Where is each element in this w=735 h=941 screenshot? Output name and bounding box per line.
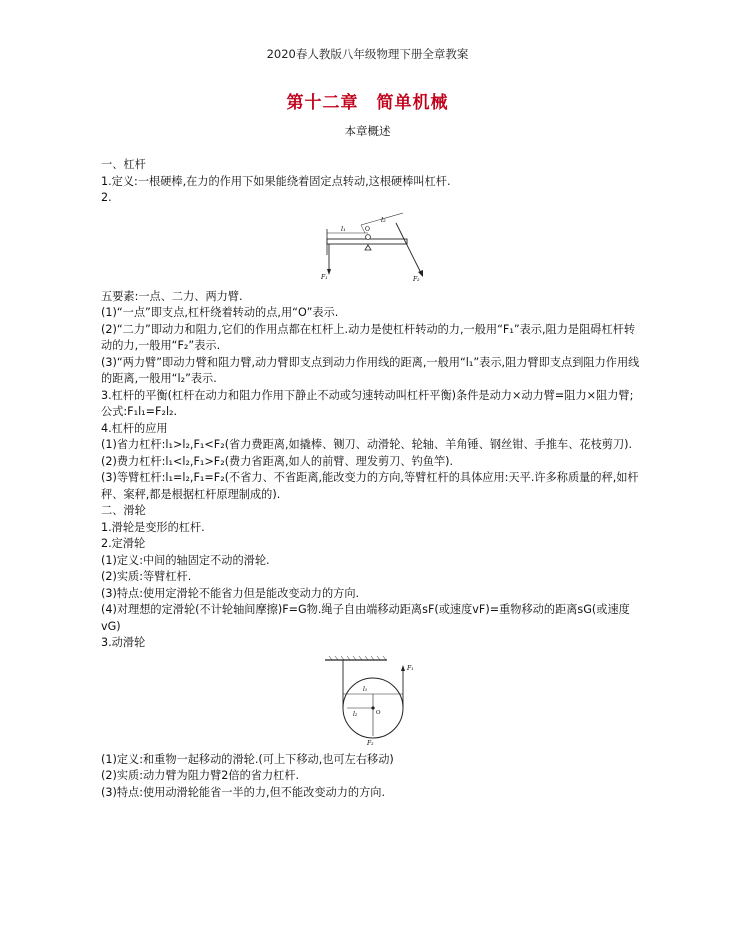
f2-label: F₂: [367, 739, 374, 746]
l2-label: l₂: [353, 710, 358, 718]
paragraph: 4.杠杆的应用: [101, 421, 168, 435]
paragraph: (1)定义:和重物一起移动的滑轮.(可上下移动,也可左右移动): [101, 752, 394, 766]
document-body: [101, 157, 641, 801]
paragraph: (2)“二力”即动力和阻力,它们的作用点都在杠杆上.动力是使杠杆转动的力,一般用“F₁”表示,阻力是阻碍杠杆转动的力,一般用“F₂”表示.: [101, 322, 636, 352]
chapter-subtitle: 本章概述: [344, 124, 391, 138]
paragraph: (4)对理想的定滑轮(不计轮轴间摩擦)F=G物.绳子自由端移动距离sF(或速度vF)=重物移动的距离sG(或速度vG): [101, 603, 630, 633]
paragraph: (2)费力杠杆:l₁<l₂,F₁>F₂(费力省距离,如人的前臂、理发剪刀、钓鱼竿).: [101, 454, 454, 468]
f2-label: F₂: [413, 275, 420, 283]
l1-label: l₁: [363, 685, 368, 693]
paragraph: 1.定义:一根硬棒,在力的作用下如果能绕着固定点转动,这根硬棒叫杠杆.: [101, 174, 451, 188]
paragraph: (2)实质:等臂杠杆.: [101, 570, 192, 583]
paragraph: (1)定义:中间的轴固定不动的滑轮.: [101, 553, 270, 567]
pivot-label: O: [376, 709, 381, 716]
page-header: 2020春人教版八年级物理下册全章教案: [266, 47, 469, 61]
paragraph: (3)等臂杠杆:l₁=l₂,F₁=F₂(不省力、不省距离,能改变力的方向,等臂杠杆的具体应用:天平.许多称质量的秤,如杆秤、案秤,都是根据杠杆原理制成的).: [101, 471, 639, 501]
lever-diagram: [321, 209, 441, 283]
chapter-title: 第十二章 简单机械: [286, 93, 449, 113]
section-heading-lever: 一、杠杆: [101, 158, 146, 171]
paragraph: 3.杠杆的平衡(杠杆在动力和阻力作用下静止不动或匀速转动叫杠杆平衡)条件是动力×动力臂=阻力×阻力臂;公式:F₁l₁=F₂l₂.: [101, 388, 634, 418]
paragraph: 3.动滑轮: [101, 636, 146, 649]
paragraph: (1)“一点”即支点,杠杆绕着转动的点,用“O”表示.: [101, 306, 339, 319]
l1-label: l₁: [341, 224, 346, 233]
paragraph: (3)“两力臂”即动力臂和阻力臂,动力臂即支点到动力作用线的距离,一般用“l₁”表示,阻力臂即支点到阻力作用线的距离,一般用“l₂”表示.: [101, 355, 640, 385]
paragraph: (1)省力杠杆:l₁>l₂,F₁<F₂(省力费距离,如撬棒、铡刀、动滑轮、轮轴、羊角锤、钢丝钳、手推车、花枝剪刀).: [101, 438, 633, 451]
paragraph: 五要素:一点、二力、两力臂.: [101, 289, 243, 303]
pulley-diagram: [323, 656, 433, 746]
paragraph: 2.: [101, 191, 112, 204]
paragraph: (3)特点:使用动滑轮能省一半的力,但不能改变动力的方向.: [101, 785, 386, 799]
l2-label: l₂: [381, 215, 386, 224]
paragraph: (2)实质:动力臂为阻力臂2倍的省力杠杆.: [101, 769, 300, 782]
section-heading-pulley: 二、滑轮: [101, 504, 146, 517]
paragraph: (3)特点:使用定滑轮不能省力但是能改变动力的方向.: [101, 586, 360, 600]
paragraph: 2.定滑轮: [101, 537, 146, 550]
pivot-label: O: [365, 225, 370, 233]
f1-label: F₁: [321, 273, 328, 281]
f1-label: F₁: [407, 664, 414, 672]
paragraph: 1.滑轮是变形的杠杆.: [101, 520, 205, 534]
